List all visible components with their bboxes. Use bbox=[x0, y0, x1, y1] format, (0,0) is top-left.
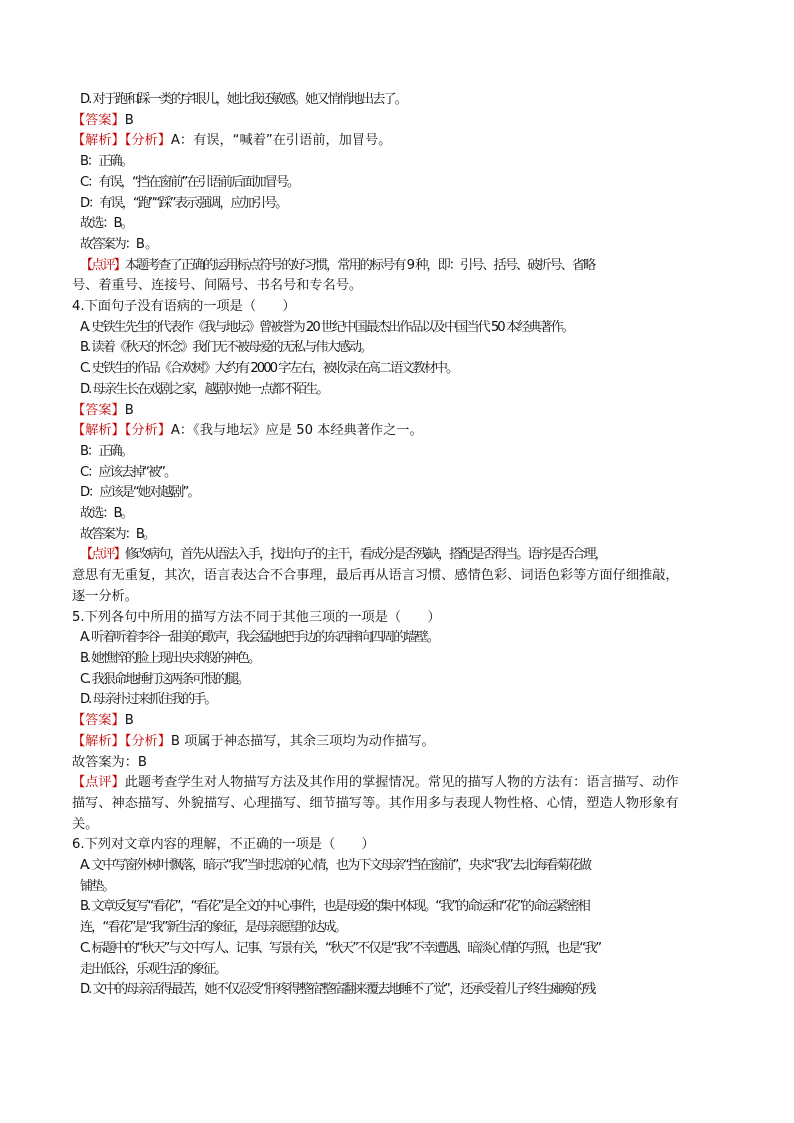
q4-stem: 4.下面句子没有语病的一项是（ ） bbox=[72, 299, 296, 315]
q5-analysis-line bbox=[72, 732, 722, 753]
q4-option-d: D. 母亲生长在戏剧之家，越剧对她一点都不陌生。 bbox=[80, 381, 328, 397]
q5-comment-line bbox=[72, 773, 722, 794]
fenxi-tag: 【分析】 bbox=[124, 733, 171, 749]
fenxi-tag: 【分析】 bbox=[124, 423, 171, 439]
analysis-tag: 【解析】 bbox=[72, 133, 125, 149]
q3-answer-line bbox=[72, 111, 722, 132]
q3-final: 故答案为：B 。 bbox=[80, 236, 157, 252]
q5-analysis: B 项属于神态描写，其余三项均为动作描写。 bbox=[170, 733, 435, 749]
q4-choose: 故选：B。 bbox=[80, 506, 132, 522]
q6-stem: 6.下列对文章内容的理解，不正确的一项是（ ） bbox=[72, 837, 375, 853]
q5-final: 故答案为：B bbox=[72, 754, 147, 770]
q3-analysis-b: B：正确。 bbox=[80, 154, 132, 170]
q3-comment-line bbox=[72, 256, 722, 277]
q4-option-a: A. 史铁生先生的代表作《我与地坛》曾被誉为 20 世纪中国最杰出作品以及中国当代 50 本经典著作。 bbox=[80, 319, 573, 335]
q3-answer: B bbox=[124, 112, 134, 128]
q3-comment-1: 本题考查了正确的运用标点符号的好习惯，常用的标号有 9 种，即：引号、括号、破折号、省略 bbox=[124, 257, 595, 273]
answer-tag: 【答案】 bbox=[72, 713, 125, 729]
q5-comment-3: 关。 bbox=[72, 816, 99, 832]
comment-tag: 【点评】 bbox=[72, 775, 125, 791]
q5-comment-1: 此题考查学生对人物描写方法及其作用的掌握情况。常见的描写人物的方法有：语言描写、动作 bbox=[124, 775, 679, 791]
q4-analysis-a: A：《我与地坛》应是 50 本经典著作之一。 bbox=[170, 423, 423, 439]
q3-option-d: D. 对于跑和踩一类的字眼儿，她比我还敏感。她又悄悄地出去了。 bbox=[80, 92, 406, 107]
q6-option-b-1: B. 文章反复写“看花”，“看花”是全文的中心事件，也是母爱的集中体现。“我”的命运和“花”的命运紧密相 bbox=[80, 899, 589, 915]
q5-option-a: A. 听着听着李谷一甜美的歌声，我会猛地把手边的东西摔向四周的墙壁。 bbox=[80, 630, 438, 646]
q5-answer: B bbox=[124, 713, 134, 729]
q4-comment-line bbox=[72, 545, 722, 566]
answer-tag: 【答案】 bbox=[72, 402, 125, 418]
q3-comment-2: 号、着重号、连接号、间隔号、书名号和专名号。 bbox=[72, 278, 363, 294]
q6-option-a-1: A. 文中写窗外树叶飘落，暗示“我”当时悲凉的心情，也为下文母亲“挡在窗前”，央求“我”去北海看菊花做 bbox=[80, 858, 591, 874]
q4-answer-line bbox=[72, 401, 722, 422]
q6-option-c-1: C. 标题中的“秋天”与文中写人、记事、写景有关，“秋天”不仅是“我”不幸遭遇、暗淡心情的写照，也是“我” bbox=[80, 940, 601, 956]
q3-analysis-a: A：有误，“喊着”在引语前，加冒号。 bbox=[170, 133, 392, 149]
q6-option-c-2: 走出低谷，乐观生活的象征。 bbox=[80, 961, 226, 977]
q5-option-c: C. 我狠命地捶打这两条可恨的腿。 bbox=[80, 671, 249, 687]
q5-option-b: B. 她憔悴的脸上现出央求般的神色。 bbox=[80, 650, 260, 666]
q4-comment-3: 逐一分析。 bbox=[72, 588, 138, 604]
q4-analysis-b: B：正确。 bbox=[80, 443, 132, 459]
analysis-tag: 【解析】 bbox=[72, 733, 125, 749]
q3-analysis-line bbox=[72, 131, 722, 152]
fenxi-tag: 【分析】 bbox=[124, 133, 171, 149]
q3-choose: 故选：B。 bbox=[80, 216, 132, 232]
analysis-tag: 【解析】 bbox=[72, 423, 125, 439]
q4-analysis-d: D：应该是“她对越剧”。 bbox=[80, 485, 199, 501]
document-page bbox=[72, 90, 722, 1001]
q4-analysis-line bbox=[72, 421, 722, 442]
q4-comment-2: 意思有无重复，其次，语言表达合不合事理，最后再从语言习惯、感情色彩、词语色彩等方面仔细推敲， bbox=[72, 568, 679, 584]
q6-option-d-1: D. 文中的母亲活得最苦，她不仅忍受“肝疼得整宿整宿翻来覆去地睡不了觉”，还承受着儿子终生瘫痪的残 bbox=[80, 982, 595, 998]
q5-stem: 5.下列各句中所用的描写方法不同于其他三项的一项是（ ） bbox=[72, 609, 441, 625]
q5-option-d: D. 母亲扑过来抓住我的手。 bbox=[80, 692, 216, 708]
q4-final: 故答案为：B。 bbox=[80, 526, 155, 542]
q4-option-c: C. 史铁生的作品《合欢树》大约有 2000 字左右，被收录在高二语文教材中。 bbox=[80, 361, 458, 377]
q6-option-b-2: 连，“看花”是“我”新生活的象征，是母亲愿望的达成。 bbox=[80, 920, 346, 936]
comment-tag: 【点评】 bbox=[80, 257, 125, 273]
q4-analysis-c: C：应该去掉“被”。 bbox=[80, 464, 176, 480]
q6-option-a-2: 铺垫。 bbox=[80, 878, 114, 894]
q5-answer-line bbox=[72, 711, 722, 732]
answer-tag: 【答案】 bbox=[72, 112, 125, 128]
q4-option-b: B. 读着《秋天的怀念》我们无不被母爱的无私与伟大感动。 bbox=[80, 340, 372, 356]
comment-tag: 【点评】 bbox=[80, 547, 125, 563]
q5-comment-2: 描写、神态描写、外貌描写、心理描写、细节描写等。其作用多与表现人物性格、心情，塑造人物形象有 bbox=[72, 795, 679, 811]
q3-analysis-c: C：有误，“挡在窗前”在引语前后面加冒号。 bbox=[80, 174, 299, 190]
q4-answer: B bbox=[124, 402, 134, 418]
q3-analysis-d: D：有误，“跑”“踩”表示强调，应加引号。 bbox=[80, 195, 287, 211]
q4-comment-1: 修改病句，首先从语法入手，找出句子的主干，看成分是否残缺，搭配是否得当。语序是否合理， bbox=[124, 547, 606, 563]
